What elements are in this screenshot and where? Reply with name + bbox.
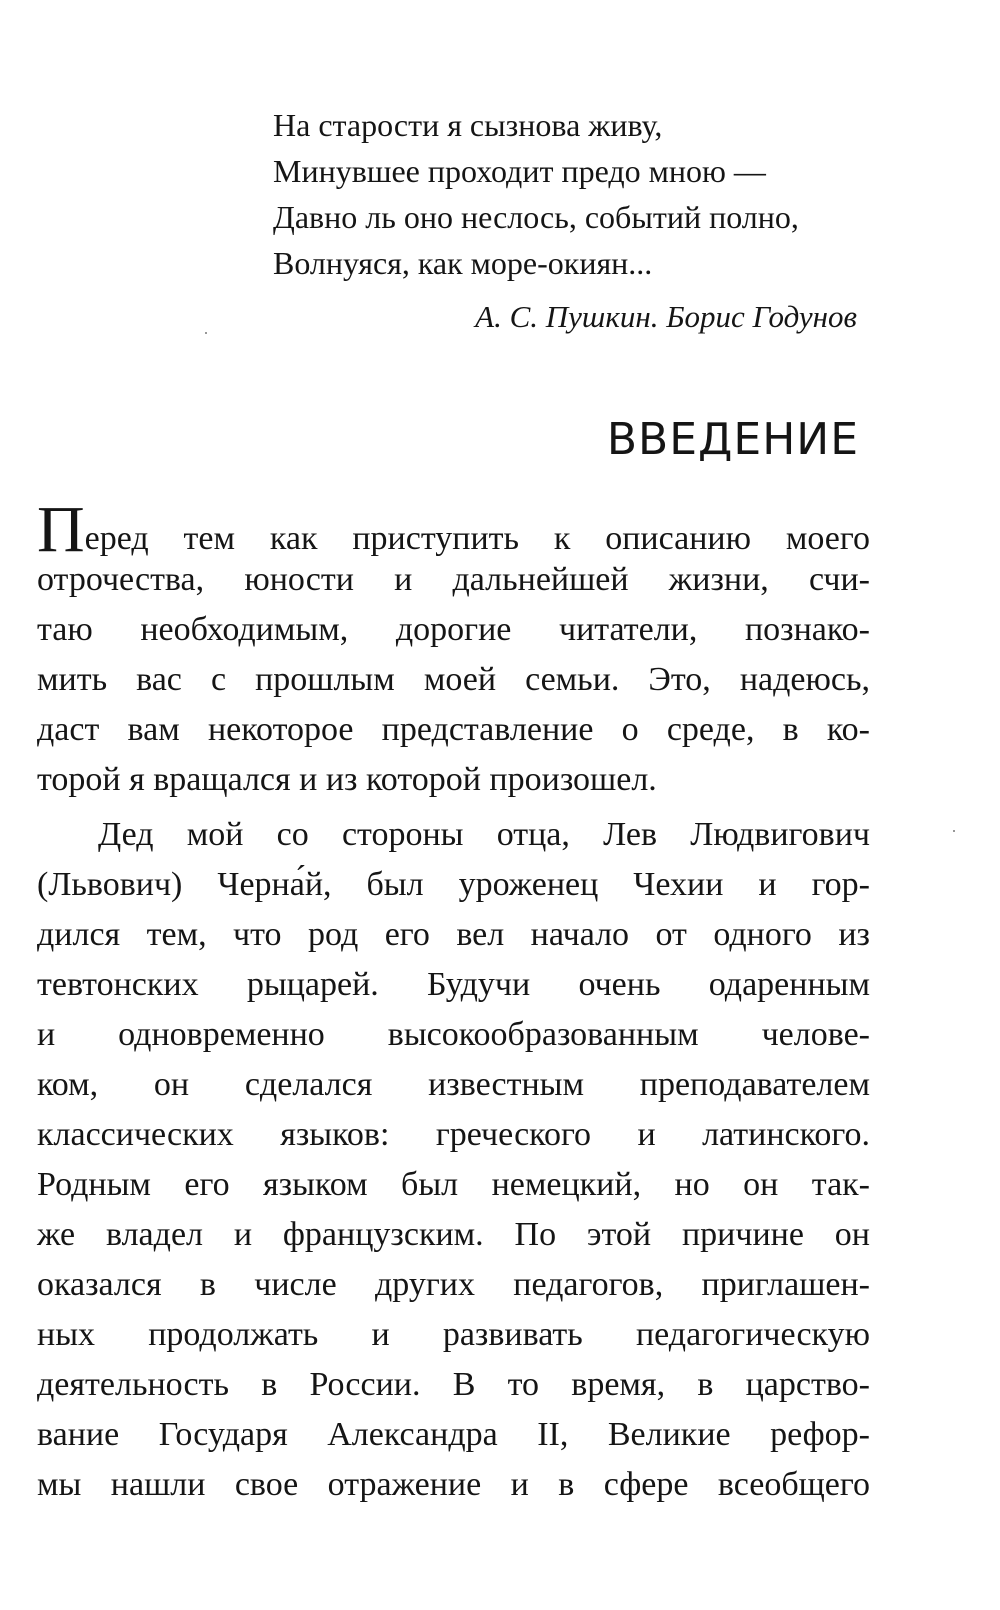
epigraph — [273, 102, 873, 286]
chapter-heading: ВВЕДЕНИЕ — [606, 414, 859, 465]
text-line: мить вас с прошлым моей семьи. Это, надеюсь, — [37, 661, 870, 698]
text-line: тевтонских рыцарей. Будучи очень одаренным — [37, 966, 870, 1003]
text-line: же владел и французским. По этой причине он — [37, 1216, 870, 1253]
text-line: Родным его языком был немецкий, но он так- — [37, 1166, 870, 1203]
text-line: оказался в числе других педагогов, приглашен- — [37, 1266, 870, 1303]
text-line — [37, 493, 870, 566]
text-line: таю необходимым, дорогие читатели, познако- — [37, 611, 870, 648]
text-line: даст вам некоторое представление о среде, в ко- — [37, 711, 870, 748]
print-speck — [205, 332, 207, 334]
text-line: и одновременно высокообразованным челове- — [37, 1016, 870, 1053]
print-speck — [953, 830, 955, 832]
text-line: торой я вращался и из которой произошел. — [37, 761, 657, 798]
epigraph-line: Волнуяся, как море-окиян... — [273, 245, 653, 281]
text-line: деятельность в России. В то время, в царство- — [37, 1366, 870, 1403]
text-line-rest: еред тем как приступить к описанию моего — [84, 520, 870, 557]
epigraph-attribution: А. С. Пушкин. Борис Годунов — [475, 299, 857, 334]
text-line: ных продолжать и развивать педагогическую — [37, 1316, 870, 1353]
epigraph-line: На старости я сызнова живу, — [273, 107, 663, 143]
text-line: Дед мой со стороны отца, Лев Людвигович — [98, 816, 870, 853]
text-line: ком, он сделался известным преподавателем — [37, 1066, 870, 1103]
text-line: классических языков: греческого и латинского. — [37, 1116, 870, 1153]
text-line: отрочества, юности и дальнейшей жизни, счи- — [37, 561, 870, 598]
epigraph-line: Давно ль оно неслось, событий полно, — [273, 199, 799, 235]
epigraph-line: Минувшее проходит предо мною — — [273, 153, 766, 189]
text-line: вание Государя Александра II, Великие рефор- — [37, 1416, 870, 1453]
drop-cap: П — [37, 493, 85, 566]
body-text — [37, 493, 870, 1510]
text-line: дился тем, что род его вел начало от одного из — [37, 916, 870, 953]
text-line: мы нашли свое отражение и в сфере всеобщего — [37, 1466, 870, 1503]
text-line: (Львович) Черна́й, был уроженец Чехии и гор- — [37, 866, 870, 903]
